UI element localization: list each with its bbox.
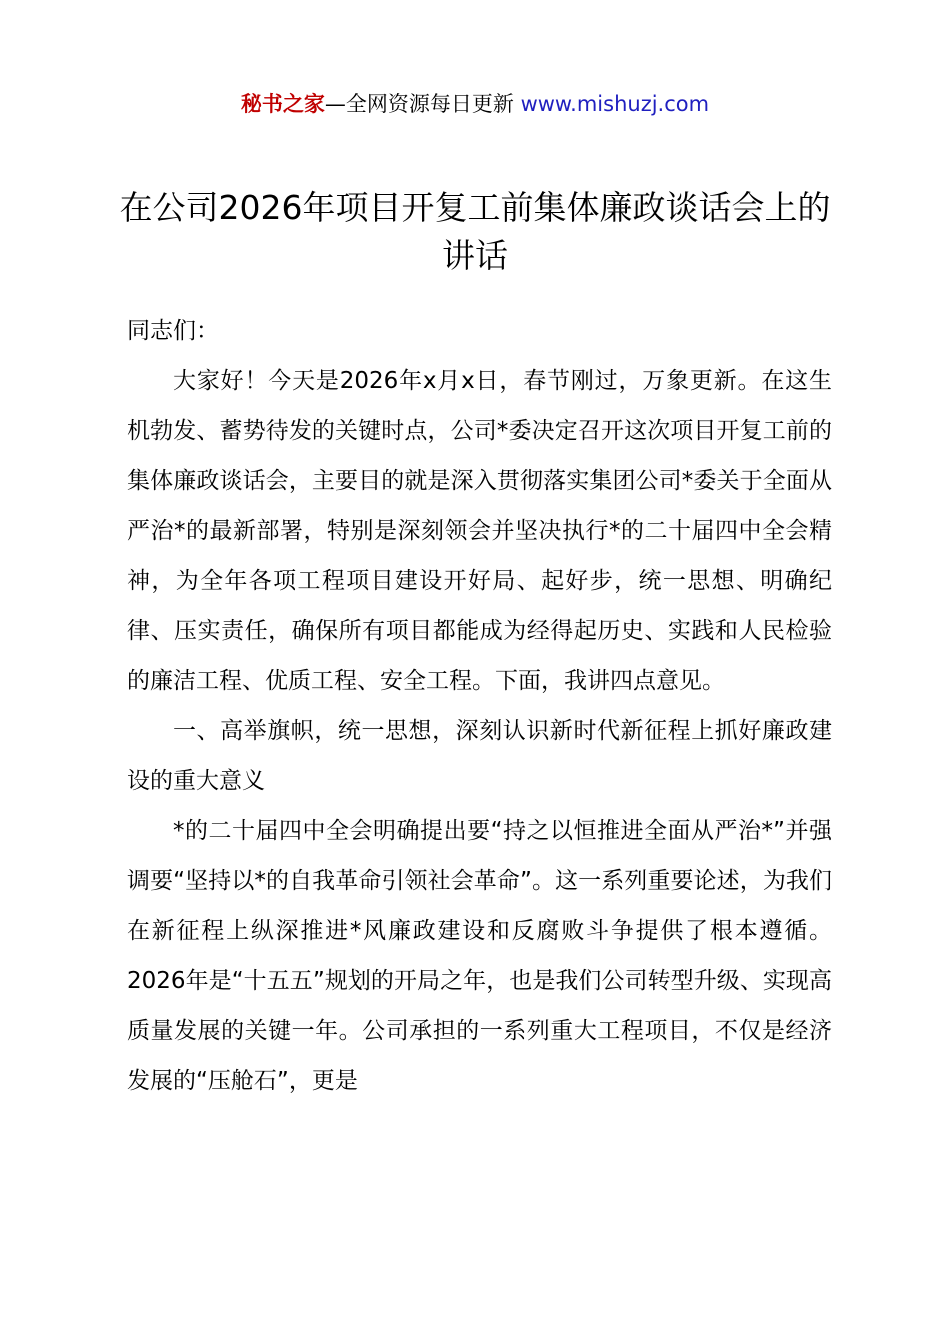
document-body bbox=[127, 306, 832, 1106]
section-heading-1: 一、高举旗帜，统一思想，深刻认识新时代新征程上抓好廉政建设的重大意义 bbox=[127, 718, 832, 794]
site-header bbox=[0, 88, 950, 120]
body-paragraph-section-1: *的二十届四中全会明确提出要“持之以恒推进全面从严治*”并强调要“坚持以*的自我革命引领社会革命”。这一系列重要论述，为我们在新征程上纵深推进*风廉政建设和反腐败斗争提供了根本遵循。2026年是“十五五”规划的开局之年，也是我们公司转型升级、实现高质量发展的关键一年。公司承担的一系列重大工程项目，不仅是经济发展的“压舱石”，更是 bbox=[127, 818, 832, 1094]
body-paragraph-intro: 大家好！今天是2026年x月x日，春节刚过，万象更新。在这生机勃发、蓄势待发的关键时点，公司*委决定召开这次项目开复工前的集体廉政谈话会，主要目的就是深入贯彻落实集团公司*委关于全面从严治*的最新部署，特别是深刻领会并坚决执行*的二十届四中全会精神，为全年各项工程项目建设开好局、起好步，统一思想、明确纪律、压实责任，确保所有项目都能成为经得起历史、实践和人民检验的廉洁工程、优质工程、安全工程。下面，我讲四点意见。 bbox=[127, 368, 832, 694]
header-tagline: —全网资源每日更新 bbox=[324, 92, 521, 116]
site-url-link[interactable]: www.mishuzj.com bbox=[520, 92, 710, 116]
brand-name: 秘书之家 bbox=[240, 92, 325, 116]
document-title: 在公司2026年项目开复工前集体廉政谈话会上的讲话 bbox=[119, 188, 831, 275]
salutation: 同志们： bbox=[127, 318, 219, 344]
